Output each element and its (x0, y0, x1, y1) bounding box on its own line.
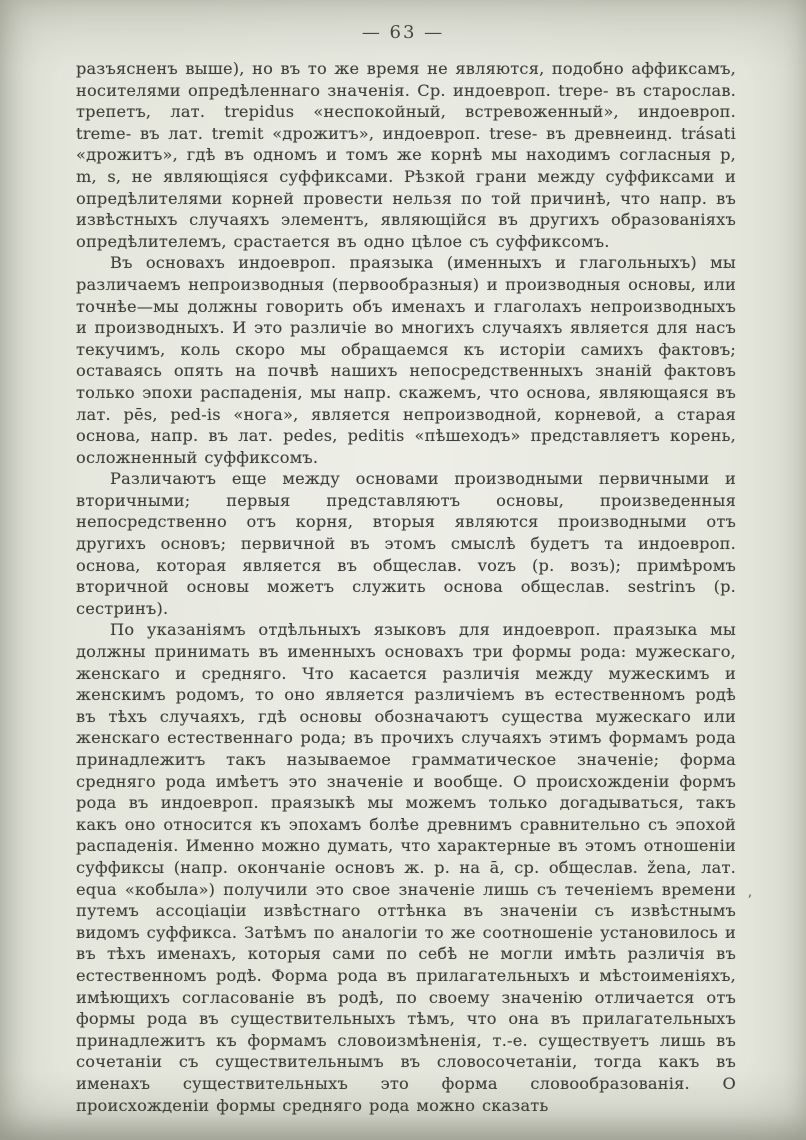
page-number: — 63 — (361, 22, 445, 43)
paragraph-1: разъясненъ выше), но въ то же время не являются, подобно аффиксамъ, носителями опредѣленнаго значенія. Ср. индоевроп. trepe- въ старослав. трепетъ, лат. trepidus «неспокойный, встревоженный», индоевроп. treme- въ лат. tremit «дрожитъ», индоевроп. trese- въ древнеинд. trásati «дрожитъ», гдѣ въ одномъ и томъ же корнѣ мы находимъ согласныя p, m, s, не являющіяся суффиксами. Рѣзкой грани между суффиксами и опредѣлителями корней провести нельзя по той причинѣ, что напр. въ извѣстныхъ случаяхъ элементъ, являющійся въ другихъ образованіяхъ опредѣлителемъ, срастается въ одно цѣлое съ суффиксомъ. (76, 59, 736, 251)
paragraph-4: По указаніямъ отдѣльныхъ языковъ для индоевроп. праязыка мы должны принимать въ именныхъ основахъ три формы рода: мужескаго, женскаго и средняго. Что касается различія между мужескимъ и женскимъ родомъ, то оно является различіемъ въ естественномъ родѣ въ тѣхъ случаяхъ, гдѣ основы обозначаютъ существа мужескаго или женскаго естественнаго рода; въ прочихъ случаяхъ этимъ формамъ рода принадлежитъ такъ называемое грамматическое значеніе; форма средняго рода имѣетъ это значеніе и вообще. О происхожденіи формъ рода въ индоевроп. праязыкѣ мы можемъ только догадываться, такъ какъ оно относится къ эпохамъ болѣе древнимъ сравнительно съ эпохой распаденія. Именно можно думать, что характерные въ этомъ отношеніи суффиксы (напр. окончаніе основъ ж. р. на ā, ср. общеслав. žena, лат. equa «кобыла») получили это свое значеніе лишь съ теченіемъ времени путемъ ассоціаціи извѣстнаго оттѣнка въ значеніи съ извѣстнымъ видомъ суффикса. Затѣмъ по аналогіи то же соотношеніе установилось и въ тѣхъ именахъ, которыя сами по себѣ не могли имѣть различія въ естественномъ родѣ. Форма рода въ прилагательныхъ и мѣстоименіяхъ, имѣющихъ согласованіе въ родѣ, по своему значенію отличается отъ формы рода въ существительныхъ тѣмъ, что она въ прилагательныхъ принадлежитъ къ формамъ словоизмѣненія, т.-е. существуетъ лишь въ сочетаніи съ существительнымъ въ словосочетаніи, тогда какъ въ именахъ существительныхъ это форма словообразованія. О происхожденіи формы средняго рода можно сказать (76, 620, 736, 1115)
text-block (76, 58, 736, 1116)
paragraph-2: Въ основахъ индоевроп. праязыка (именныхъ и глагольныхъ) мы различаемъ непроизводныя (первообразныя) и производныя основы, или точнѣе—мы должны говорить объ именахъ и глаголахъ непроизводныхъ и производныхъ. И это различіе во многихъ случаяхъ является для насъ текучимъ, коль скоро мы обращаемся къ исторіи самихъ фактовъ; оставаясь опять на почвѣ нашихъ непосредственныхъ знаній фактовъ только эпохи распаденія, мы напр. скажемъ, что основа, являющаяся въ лат. pēs, ped-is «нога», является непроизводной, корневой, а старая основа, напр. въ лат. pedes, peditis «пѣшеходъ» представляетъ корень, осложненный суффиксомъ. (76, 253, 736, 467)
stray-ink-mark: ’ (747, 893, 752, 909)
paragraph-3: Различаютъ еще между основами производными первичными и вторичными; первыя представляютъ основы, произведенныя непосредственно отъ корня, вторыя являются производными отъ другихъ основъ; первичной въ этомъ смыслѣ будетъ та индоевроп. основа, которая является въ общеслав. vozъ (р. возъ); примѣромъ вторичной основы можетъ служить основа общеслав. sestrinъ (р. сестринъ). (76, 469, 736, 618)
